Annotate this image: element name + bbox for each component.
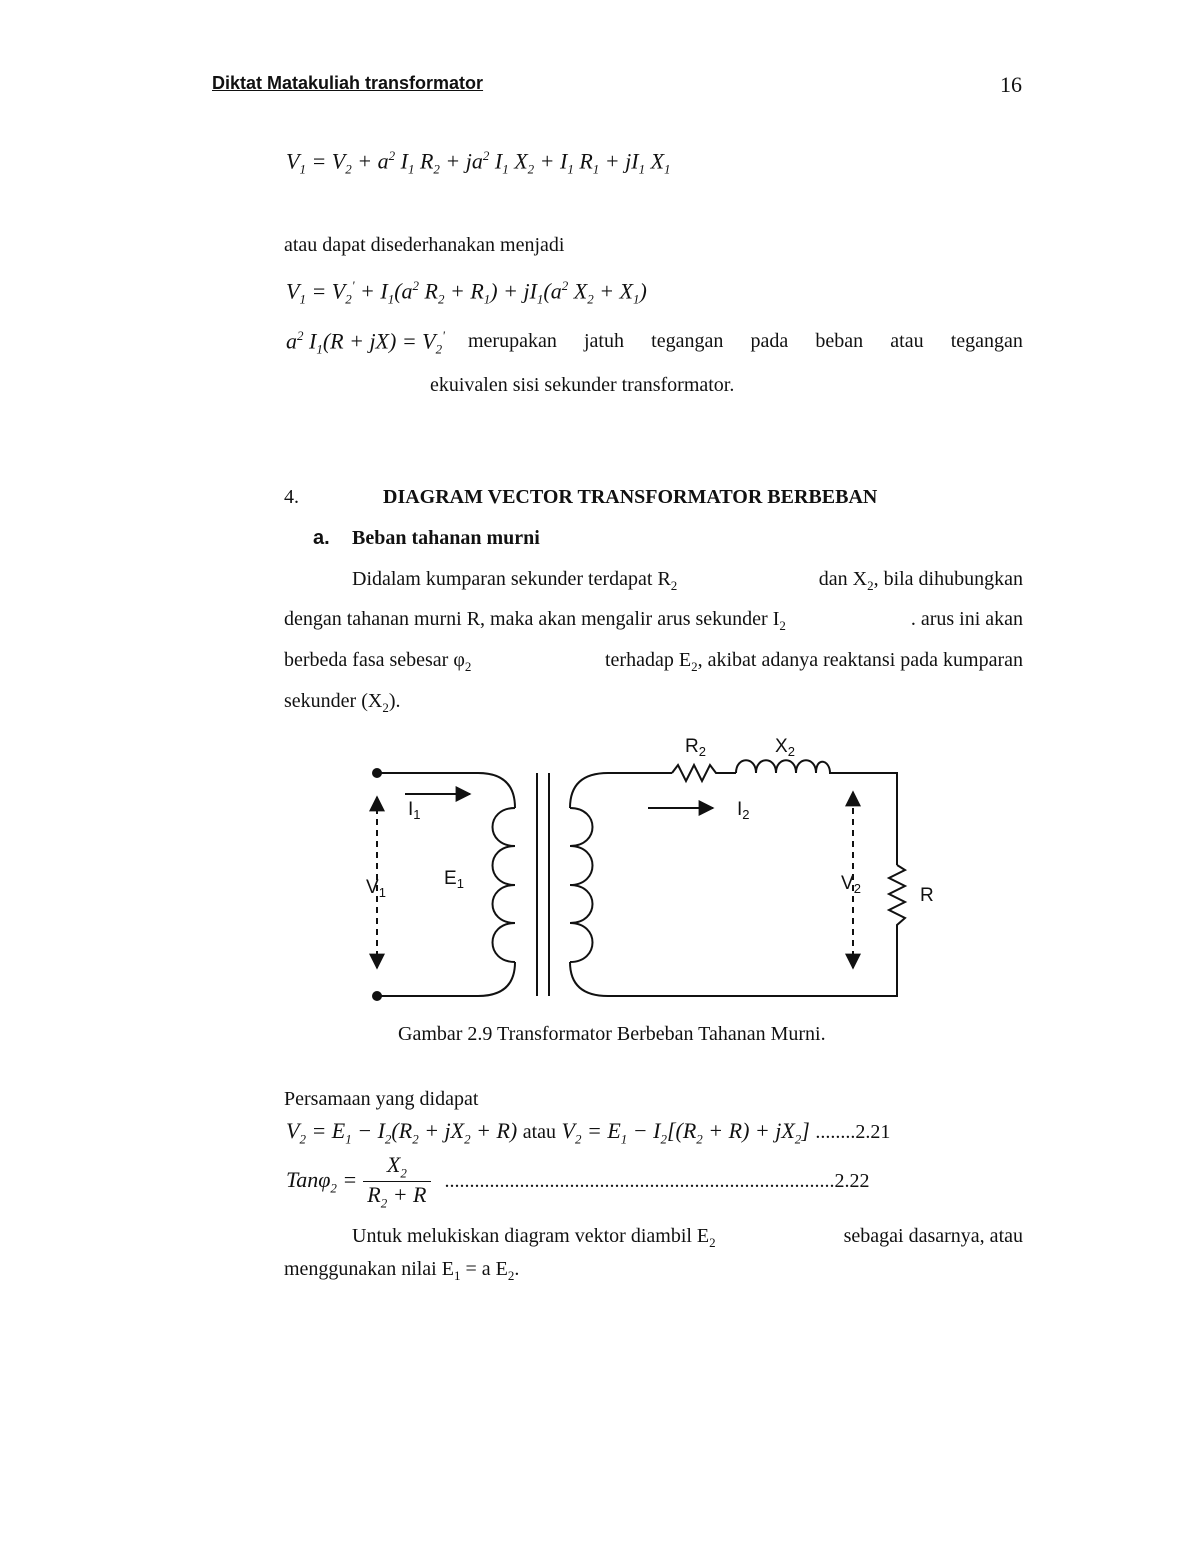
note-word: tegangan <box>950 330 1023 352</box>
primary-coil <box>493 808 516 962</box>
page-number: 16 <box>1000 72 1022 97</box>
equation-v1-simplified: $V_1 = V_2' + I_1(a^2$ $R_2 + R_1) + jI_1(a^2$ $X_2 + X_1$) <box>286 278 647 307</box>
note-word: atau <box>890 330 924 352</box>
x2-inductor <box>736 760 897 865</box>
label-r: R <box>920 885 934 906</box>
note-word: jatuh <box>584 330 624 352</box>
label-x2: $X_2$ <box>775 736 795 759</box>
label-v2: $V_2$ <box>841 873 861 896</box>
section-title: DIAGRAM VECTOR TRANSFORMATOR BERBEBAN <box>383 486 878 508</box>
subsection-title: Beban tahanan murni <box>352 527 540 549</box>
equations-intro: Persamaan yang didapat <box>284 1088 479 1110</box>
label-i1: $I_1$ <box>408 799 421 822</box>
note-word: tegangan <box>651 330 724 352</box>
label-i2: $I_2$ <box>737 799 750 822</box>
equation-2-22: Tanφ$_2$ = $\frac{X_2}{R_2 + R}$ ..............................................................................2.22 <box>286 1152 870 1211</box>
equation-v1-full: $V_1 = V_2 + a^2$ $I_1$ $R_2 + ja^2$ $I_1$ $X_2 + I_1$ $R_1 + jI_1$ $X_1$ <box>286 148 671 177</box>
p1-segment: Didalam kumparan sekunder terdapat $R_2$ <box>352 568 678 593</box>
note-word: beban <box>815 330 864 352</box>
p2-segment: Untuk melukiskan diagram vektor diambil $E_2$ <box>352 1225 716 1250</box>
eq-ref-2-22: ..............................................................................2.22 <box>444 1170 870 1193</box>
note-word: pada <box>750 330 789 352</box>
note-line-2: ekuivalen sisi sekunder transformator. <box>430 374 735 396</box>
load-resistor <box>889 865 905 935</box>
subsection-marker: a. <box>313 527 330 549</box>
equation-2-21: $V_2 = E_1 - I_2(R_2 + jX_2 + R)$ atau $V_2 = E_1 - I_2[(R_2 + R) + jX_2]$ ........2.21 <box>286 1118 891 1147</box>
equation-voltage-drop: $a^2$ $I_1(R + jX) = V_2'$ <box>286 328 445 357</box>
figure-caption: Gambar 2.9 Transformator Berbeban Tahanan Murni. <box>398 1023 826 1045</box>
p1-segment: terhadap $E_2$, akibat adanya reaktansi pada kumparan <box>605 649 1023 674</box>
r2-resistor <box>672 765 736 781</box>
intro-text: atau dapat disederhanakan menjadi <box>284 234 565 256</box>
p1-segment: dan $X_2$, bila dihubungkan <box>818 568 1023 593</box>
label-v1: $V_1$ <box>366 877 386 900</box>
p2-segment: sebagai dasarnya, atau <box>843 1225 1023 1247</box>
eq-ref-2-21: ........2.21 <box>815 1121 891 1143</box>
secondary-wire-top <box>570 773 672 808</box>
paragraph2-line2: menggunakan nilai $E_1 = a$ $E_2$. <box>284 1258 520 1283</box>
section-number: 4. <box>284 486 299 508</box>
paragraph2-line1 <box>352 1225 1023 1251</box>
secondary-wire-bottom <box>570 935 897 996</box>
p1-segment: berbeda fasa sebesar $\varphi_2$ <box>284 649 472 674</box>
primary-wire-bottom <box>377 962 515 996</box>
document-header-title: Diktat Matakuliah transformator <box>212 73 484 93</box>
paragraph1-line4: sekunder $(X_2)$. <box>284 690 401 715</box>
secondary-coil <box>570 808 593 962</box>
p1-segment: . arus ini akan <box>910 608 1023 630</box>
p1-segment: dengan tahanan murni R, maka akan mengalir arus sekunder $I_2$ <box>284 608 786 633</box>
note-word: merupakan <box>468 330 557 352</box>
primary-wire-top <box>377 773 515 808</box>
label-e1: $E_1$ <box>444 868 464 891</box>
label-r2: $R_2$ <box>685 736 706 759</box>
